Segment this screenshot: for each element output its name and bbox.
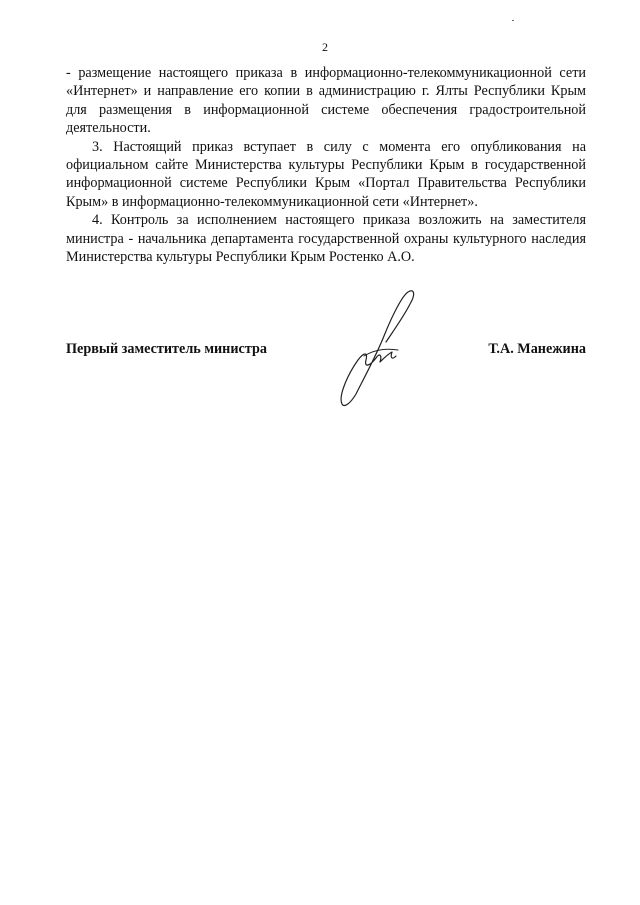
paragraph-3: 3. Настоящий приказ вступает в силу с момента его опубликования на официальном сайте Министерства культуры Республики Крым в государственной информационной системе Республики Крым «Портал Правительства Республики Крым» в информационно-телекоммуникационной сети «Интернет». <box>66 138 586 210</box>
scan-speck <box>512 20 514 21</box>
document-body <box>66 64 586 266</box>
signatory-position: Первый заместитель министра <box>66 341 267 357</box>
signatory-name: Т.А. Манежина <box>488 341 586 357</box>
paragraph-continuation: - размещение настоящего приказа в информационно-телекоммуникационной сети «Интернет» и направление его копии в администрацию г. Ялты Республики Крым для размещения в информационной системе обеспечения градостроительной деятельности. <box>66 65 586 137</box>
paragraph-4: 4. Контроль за исполнением настоящего приказа возложить на заместителя министра - начальника департамента государственной охраны культурного наследия Министерства культуры Республики Крым Ростенко А.О. <box>66 212 586 266</box>
handwritten-signature <box>334 286 424 410</box>
page-number: 2 <box>322 40 328 54</box>
